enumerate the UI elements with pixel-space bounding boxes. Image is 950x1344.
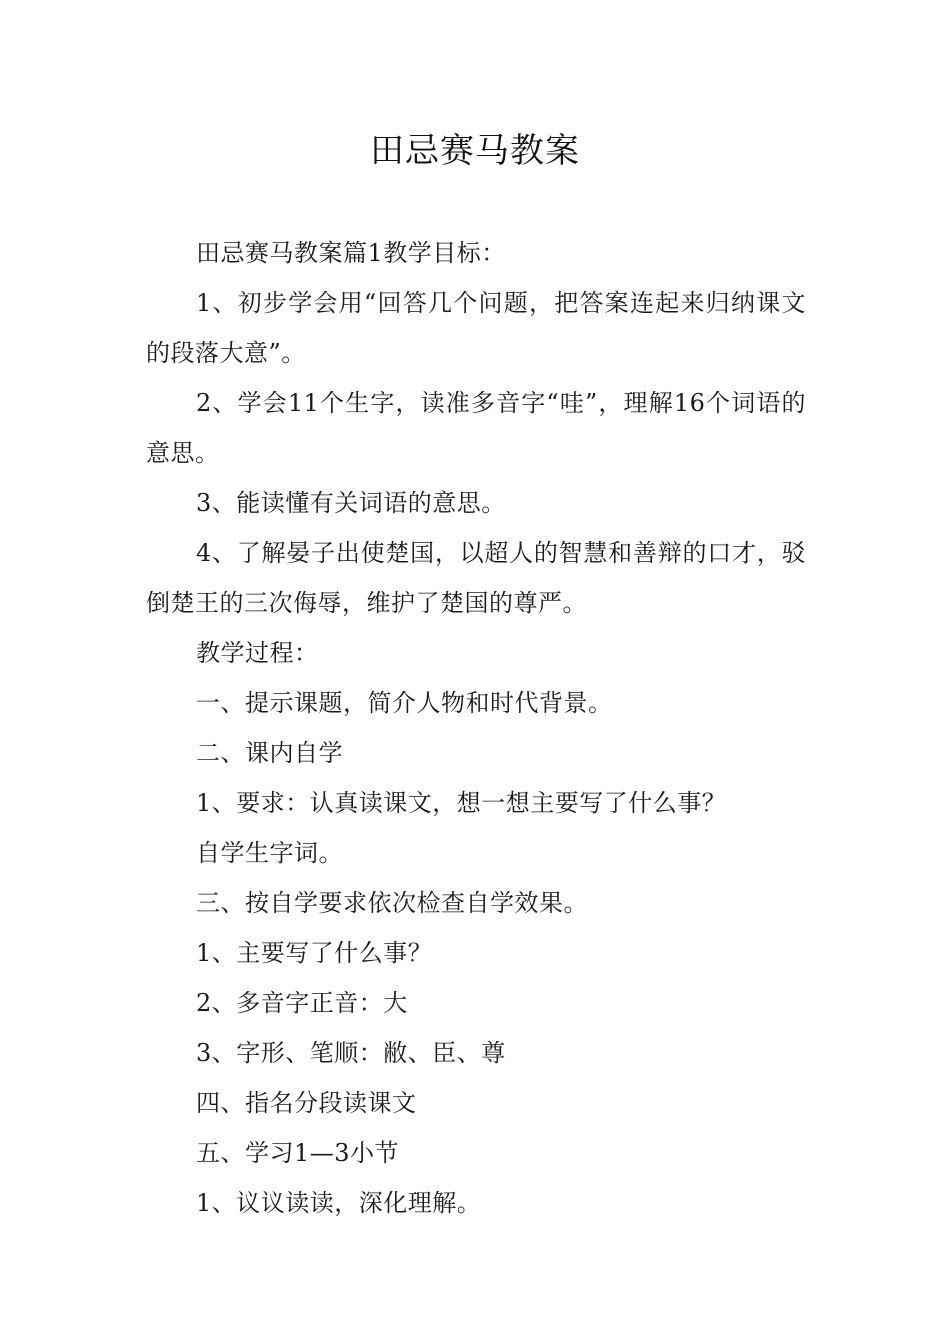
paragraph: 1、要求：认真读课文，想一想主要写了什么事？ <box>196 789 727 817</box>
document-body <box>146 228 806 1228</box>
paragraph: 4、了解晏子出使楚国，以超人的智慧和善辩的口才，驳倒楚王的三次侮辱，维护了楚国的尊严。 <box>146 539 806 617</box>
paragraph: 二、课内自学 <box>196 739 343 767</box>
paragraph: 教学过程： <box>196 639 319 667</box>
document-title: 田忌赛马教案 <box>370 131 580 171</box>
paragraph: 四、指名分段读课文 <box>196 1089 417 1117</box>
paragraph: 自学生字词。 <box>196 839 343 867</box>
paragraph: 田忌赛马教案篇1教学目标： <box>196 239 506 267</box>
paragraph: 五、学习1—3小节 <box>196 1139 400 1167</box>
paragraph: 3、字形、笔顺：敝、臣、尊 <box>196 1039 506 1067</box>
paragraph: 1、主要写了什么事？ <box>196 939 433 967</box>
paragraph: 三、按自学要求依次检查自学效果。 <box>196 889 588 917</box>
paragraph: 1、议议读读，深化理解。 <box>196 1189 482 1217</box>
paragraph: 一、提示课题，简介人物和时代背景。 <box>196 689 613 717</box>
paragraph: 3、能读懂有关词语的意思。 <box>196 489 506 517</box>
paragraph: 2、多音字正音：大 <box>196 989 408 1017</box>
paragraph: 2、学会11个生字，读准多音字“哇”，理解16个词语的意思。 <box>146 389 806 467</box>
paragraph: 1、初步学会用“回答几个问题，把答案连起来归纳课文的段落大意”。 <box>146 289 806 367</box>
